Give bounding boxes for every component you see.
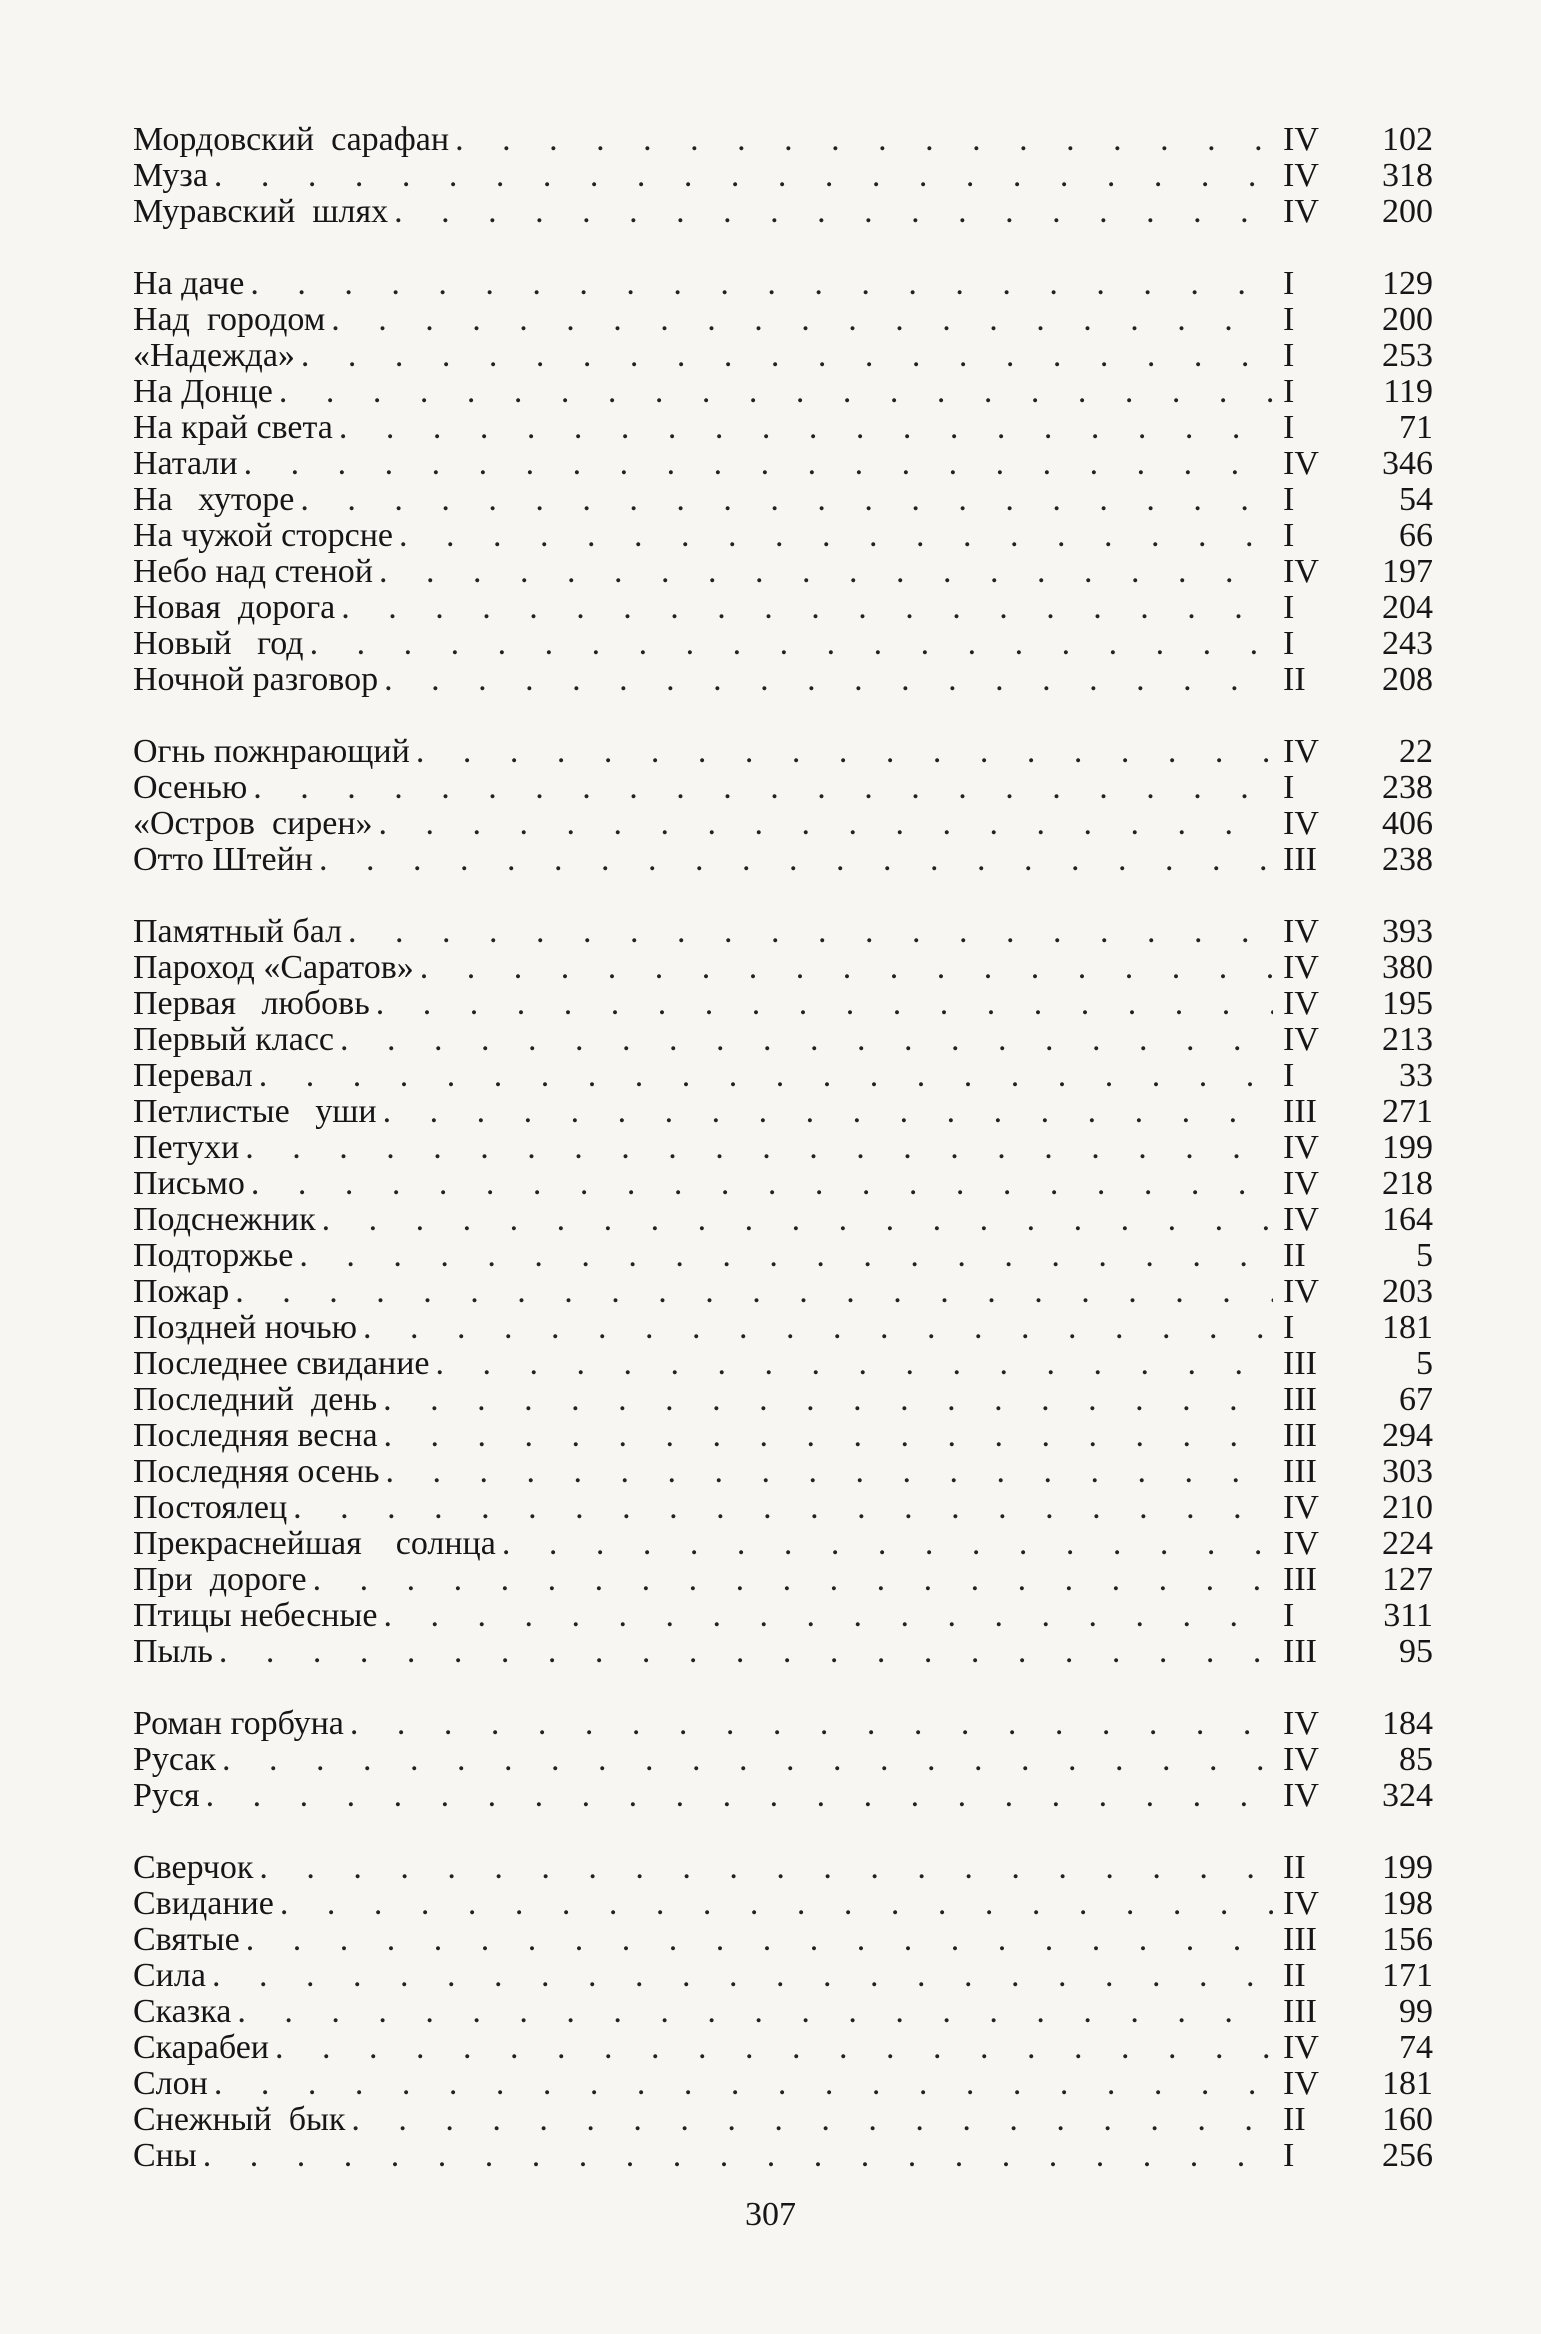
entry-title: Последняя весна [133,1417,378,1454]
entry-volume: I [1283,409,1295,446]
dot-leader [384,1418,1273,1454]
index-entry [133,338,1433,374]
index-entry [133,1526,1433,1562]
entry-page: 171 [1382,1957,1433,1994]
entry-page: 22 [1399,733,1433,770]
entry-title: Слон [133,2065,208,2102]
index-entry [133,1310,1433,1346]
entry-volume: III [1283,1093,1317,1130]
index-entry [133,1886,1433,1922]
dot-leader [341,590,1273,626]
entry-volume: I [1283,373,1295,410]
entry-volume: IV [1283,2065,1319,2102]
index-entry [133,266,1433,302]
index-entry [133,554,1433,590]
entry-volume: I [1283,265,1295,302]
index-entry [133,122,1433,158]
entry-page: 213 [1382,1021,1433,1058]
entry-page: 406 [1382,805,1433,842]
index-group-m [133,122,1433,230]
index-entry [133,734,1433,770]
index-entry [133,194,1433,230]
index-entry [133,374,1433,410]
entry-volume: IV [1283,1741,1319,1778]
entry-title: Подторжье [133,1237,294,1274]
dot-leader [279,374,1273,410]
index-group-s [133,1850,1433,2174]
entry-page: 199 [1382,1129,1433,1166]
dot-leader [363,1310,1273,1346]
index-entry [133,950,1433,986]
entry-title: Пыль [133,1633,213,1670]
entry-page: 95 [1399,1633,1433,1670]
dot-leader [379,806,1273,842]
entry-volume: IV [1283,121,1319,158]
index-entry [133,1022,1433,1058]
index-entry [133,1058,1433,1094]
entry-volume: I [1283,481,1295,518]
index-entry [133,2138,1433,2174]
entry-title: На чужой сторсне [133,517,394,554]
dot-leader [420,950,1273,986]
dot-leader [206,1778,1273,1814]
index-entry [133,482,1433,518]
entry-title: «Надежда» [133,337,295,374]
index-entry [133,2102,1433,2138]
dot-leader [379,554,1273,590]
entry-volume: IV [1283,553,1319,590]
index-entry [133,302,1433,338]
dot-leader [502,1526,1273,1562]
entry-page: 203 [1382,1273,1433,1310]
dot-leader [244,446,1273,482]
entry-volume: IV [1283,1129,1319,1166]
index-entry [133,806,1433,842]
index-entry [133,1778,1433,1814]
index-entry [133,1634,1433,1670]
entry-page: 160 [1382,2101,1433,2138]
entry-page: 184 [1382,1705,1433,1742]
entry-title: Петухи [133,1129,240,1166]
index-entry [133,1490,1433,1526]
entry-title: При дороге [133,1561,307,1598]
dot-leader [251,1166,1273,1202]
entry-volume: I [1283,2137,1295,2174]
entry-volume: I [1283,589,1295,626]
index-entry [133,770,1433,806]
dot-leader [386,1454,1273,1490]
entry-volume: I [1283,517,1295,554]
entry-page: 66 [1399,517,1433,554]
entry-volume: II [1283,661,1306,698]
dot-leader [212,1958,1273,1994]
entry-page: 85 [1399,1741,1433,1778]
page-number: 307 [745,2196,796,2233]
index-entry [133,1274,1433,1310]
entry-volume: IV [1283,913,1319,950]
entry-volume: III [1283,1633,1317,1670]
entry-volume: I [1283,301,1295,338]
entry-title: Памятный бал [133,913,343,950]
index-entry [133,1958,1433,1994]
dot-leader [222,1742,1273,1778]
entry-title: Пароход «Саратов» [133,949,414,986]
entry-page: 74 [1399,2029,1433,2066]
entry-page: 67 [1399,1381,1433,1418]
entry-title: Сила [133,1957,206,1994]
entry-page: 199 [1382,1849,1433,1886]
dot-leader [384,662,1273,698]
dot-leader [214,158,1273,194]
entry-page: 218 [1382,1165,1433,1202]
index-group-o [133,734,1433,878]
entry-volume: IV [1283,1777,1319,1814]
index-entry [133,2030,1433,2066]
index-entry [133,1850,1433,1886]
entry-volume: IV [1283,1885,1319,1922]
entry-volume: IV [1283,2029,1319,2066]
dot-leader [399,518,1273,554]
entry-page: 303 [1382,1453,1433,1490]
dot-leader [259,1058,1273,1094]
entry-title: «Остров сирен» [133,805,373,842]
entry-page: 238 [1382,841,1433,878]
dot-leader [350,1706,1273,1742]
entry-title: Роман горбуна [133,1705,344,1742]
entry-page: 210 [1382,1489,1433,1526]
entry-title: На даче [133,265,245,302]
dot-leader [340,1022,1273,1058]
dot-leader [331,302,1273,338]
index-entry [133,1238,1433,1274]
dot-leader [250,266,1273,302]
entry-page: 129 [1382,265,1433,302]
dot-leader [214,2066,1273,2102]
entry-title: Над городом [133,301,326,338]
index-entry [133,662,1433,698]
entry-title: Новый год [133,625,304,662]
index-group-p [133,914,1433,1670]
entry-page: 197 [1382,553,1433,590]
dot-leader [348,914,1273,950]
entry-title: Первый класс [133,1021,334,1058]
entry-title: Муравский шлях [133,193,389,230]
entry-page: 5 [1416,1345,1433,1382]
entry-title: Осенью [133,769,248,806]
index-entry [133,914,1433,950]
entry-page: 208 [1382,661,1433,698]
entry-title: Сказка [133,1993,232,2030]
entry-title: Последнее свидание [133,1345,430,1382]
entry-page: 164 [1382,1201,1433,1238]
index-entry [133,1094,1433,1130]
dot-leader [313,1562,1273,1598]
index-entry [133,1130,1433,1166]
index-entry [133,1346,1433,1382]
dot-leader [319,842,1273,878]
entry-volume: IV [1283,193,1319,230]
entry-volume: III [1283,1417,1317,1454]
entry-title: На Донце [133,373,273,410]
index-group-n [133,266,1433,698]
index-entry [133,1742,1433,1778]
entry-page: 200 [1382,301,1433,338]
entry-volume: I [1283,1597,1295,1634]
entry-page: 156 [1382,1921,1433,1958]
entry-title: Отто Штейн [133,841,313,878]
entry-title: Огнь пожнрающий [133,733,410,770]
index-entry [133,1706,1433,1742]
dot-leader [339,410,1273,446]
entry-title: Сверчок [133,1849,254,1886]
dot-leader [300,482,1273,518]
entry-title: Муза [133,157,208,194]
index-entry [133,1418,1433,1454]
index-entry [133,1922,1433,1958]
entry-volume: IV [1283,1705,1319,1742]
entry-title: Подснежник [133,1201,316,1238]
entry-volume: I [1283,769,1295,806]
index-entry [133,1598,1433,1634]
entry-volume: IV [1283,985,1319,1022]
index-entry [133,1382,1433,1418]
dot-leader [455,122,1273,158]
entry-page: 324 [1382,1777,1433,1814]
entry-title: Свидание [133,1885,274,1922]
dot-leader [383,1094,1273,1130]
entry-title: Натали [133,445,238,482]
entry-volume: I [1283,1057,1295,1094]
entry-page: 224 [1382,1525,1433,1562]
entry-title: На край света [133,409,333,446]
entry-page: 318 [1382,157,1433,194]
index-entry [133,446,1433,482]
entry-volume: III [1283,1345,1317,1382]
entry-page: 253 [1382,337,1433,374]
entry-volume: IV [1283,1021,1319,1058]
entry-page: 102 [1382,121,1433,158]
entry-title: Птицы небесные [133,1597,378,1634]
entry-page: 238 [1382,769,1433,806]
entry-page: 181 [1382,2065,1433,2102]
entry-page: 256 [1382,2137,1433,2174]
entry-volume: II [1283,1849,1306,1886]
entry-volume: III [1283,841,1317,878]
index-entry [133,590,1433,626]
index-entry [133,626,1433,662]
dot-leader [322,1202,1273,1238]
index-entry [133,1994,1433,2030]
entry-volume: IV [1283,805,1319,842]
entry-page: 294 [1382,1417,1433,1454]
dot-leader [245,1130,1273,1166]
entry-volume: IV [1283,1201,1319,1238]
entry-title: Руся [133,1777,200,1814]
entry-volume: III [1283,1921,1317,1958]
entry-volume: III [1283,1561,1317,1598]
dot-leader [383,1598,1273,1634]
entry-title: Последний день [133,1381,378,1418]
dot-leader [376,986,1273,1022]
entry-title: Постоялец [133,1489,288,1526]
index-entry [133,1562,1433,1598]
entry-volume: II [1283,1237,1306,1274]
dot-leader [253,770,1273,806]
dot-leader [237,1994,1273,2030]
entry-volume: III [1283,1993,1317,2030]
entry-page: 5 [1416,1237,1433,1274]
index-entry [133,1166,1433,1202]
index-entry [133,986,1433,1022]
index-entry [133,518,1433,554]
dot-leader [259,1850,1273,1886]
dot-leader [394,194,1273,230]
entry-page: 380 [1382,949,1433,986]
index-entry [133,2066,1433,2102]
index-entry [133,158,1433,194]
entry-volume: IV [1283,949,1319,986]
entry-page: 243 [1382,625,1433,662]
dot-leader [293,1490,1273,1526]
entry-volume: II [1283,1957,1306,1994]
dot-leader [275,2030,1273,2066]
dot-leader [219,1634,1273,1670]
index-entry [133,410,1433,446]
entry-volume: IV [1283,1165,1319,1202]
entry-page: 271 [1382,1093,1433,1130]
entry-page: 346 [1382,445,1433,482]
dot-leader [235,1274,1273,1310]
entry-page: 195 [1382,985,1433,1022]
index-entry [133,842,1433,878]
entry-volume: IV [1283,1525,1319,1562]
entry-title: Снежный бык [133,2101,346,2138]
entry-title: Святые [133,1921,240,1958]
entry-title: Мордовский сарафан [133,121,450,158]
entry-title: Письмо [133,1165,245,1202]
entry-title: Ночной разговор [133,661,379,698]
entry-page: 99 [1399,1993,1433,2030]
dot-leader [301,338,1273,374]
entry-title: Новая дорога [133,589,336,626]
entry-page: 393 [1382,913,1433,950]
entry-title: Скарабеи [133,2029,269,2066]
dot-leader [246,1922,1273,1958]
dot-leader [203,2138,1273,2174]
index-page [133,122,1433,2210]
dot-leader [280,1886,1273,1922]
entry-page: 198 [1382,1885,1433,1922]
entry-title: На хуторе [133,481,295,518]
entry-title: Русак [133,1741,217,1778]
entry-volume: IV [1283,157,1319,194]
entry-page: 200 [1382,193,1433,230]
index-entry [133,1202,1433,1238]
entry-title: Небо над стеной [133,553,373,590]
entry-title: Перевал [133,1057,253,1094]
entry-page: 181 [1382,1309,1433,1346]
entry-title: Пожар [133,1273,230,1310]
entry-page: 119 [1383,373,1433,410]
entry-title: Прекраснейшая солнца [133,1525,496,1562]
entry-page: 311 [1383,1597,1433,1634]
entry-page: 33 [1399,1057,1433,1094]
entry-volume: I [1283,337,1295,374]
entry-volume: IV [1283,445,1319,482]
entry-volume: IV [1283,1273,1319,1310]
entry-title: Последняя осень [133,1453,380,1490]
entry-volume: III [1283,1381,1317,1418]
entry-volume: I [1283,1309,1295,1346]
entry-title: Сны [133,2137,197,2174]
dot-leader [436,1346,1274,1382]
entry-title: Первая любовь [133,985,370,1022]
dot-leader [299,1238,1273,1274]
entry-volume: I [1283,625,1295,662]
entry-volume: III [1283,1453,1317,1490]
dot-leader [416,734,1273,770]
entry-volume: IV [1283,1489,1319,1526]
entry-page: 204 [1382,589,1433,626]
entry-title: Поздней ночью [133,1309,357,1346]
entry-page: 127 [1382,1561,1433,1598]
dot-leader [310,626,1273,662]
entry-page: 71 [1399,409,1433,446]
entry-title: Петлистые уши [133,1093,377,1130]
index-entry [133,1454,1433,1490]
entry-volume: II [1283,2101,1306,2138]
entry-volume: IV [1283,733,1319,770]
dot-leader [351,2102,1273,2138]
entry-page: 54 [1399,481,1433,518]
index-group-r [133,1706,1433,1814]
dot-leader [383,1382,1273,1418]
